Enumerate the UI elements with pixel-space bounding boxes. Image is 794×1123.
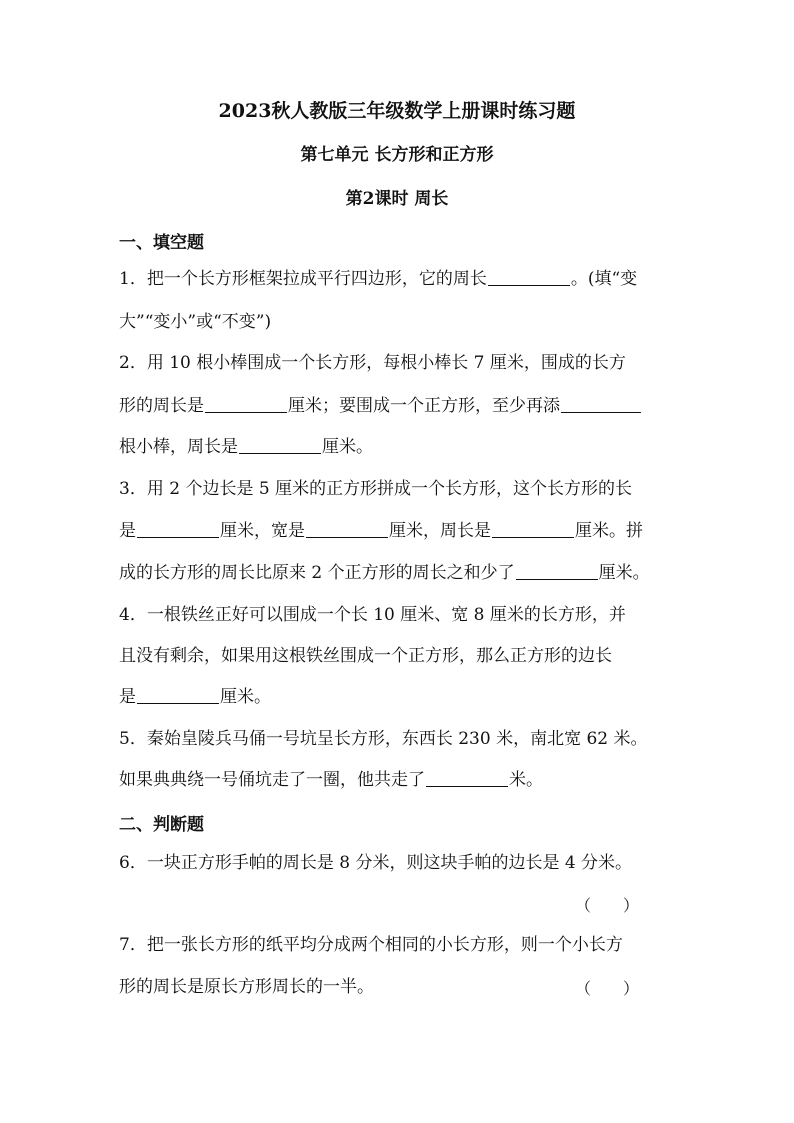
question-4-line-1: 4．一根铁丝正好可以围成一个长 10 厘米、宽 8 厘米的长方形，并 [119, 605, 626, 625]
question-7-line-2: 形的周长是原长方形周长的一半。 [119, 977, 374, 997]
question-1-line-1 [119, 268, 637, 290]
question-3-line-3 [119, 562, 650, 584]
q5-text-b: 米。 [509, 770, 543, 790]
q3-text-b: 厘米，宽是 [220, 521, 305, 541]
question-3-line-2 [119, 520, 643, 542]
question-5-line-2 [119, 769, 543, 791]
q3-answer-blank-2[interactable] [306, 521, 388, 538]
section-fill-heading: 一、填空题 [119, 233, 204, 253]
q1-answer-blank[interactable] [488, 269, 570, 286]
q2-answer-blank-1[interactable] [205, 396, 287, 413]
q4-text-a: 是 [119, 687, 136, 707]
q3-text-c: 厘米，周长是 [389, 521, 491, 541]
question-6-line-1: 6．一块正方形手帕的周长是 8 分米，则这块手帕的边长是 4 分米。 [119, 853, 633, 873]
q2-answer-blank-3[interactable] [239, 437, 321, 454]
question-2-line-3 [119, 436, 373, 458]
question-2-line-2 [119, 395, 642, 417]
q1-text-b: 。(填“变 [570, 269, 638, 289]
q3-answer-blank-4[interactable] [516, 563, 598, 580]
q7-answer-parentheses[interactable]: （ ） [575, 979, 640, 998]
question-4-line-2: 且没有剩余，如果用这根铁丝围成一个正方形，那么正方形的边长 [119, 646, 612, 666]
question-7-line-1: 7．把一张长方形的纸平均分成两个相同的小长方形，则一个小长方 [119, 935, 623, 955]
q2-text-d: 厘米。 [322, 437, 373, 457]
q6-answer-parentheses[interactable]: （ ） [575, 896, 640, 915]
q2-answer-blank-2[interactable] [561, 396, 641, 413]
q5-answer-blank[interactable] [426, 770, 508, 787]
question-2-line-1: 2．用 10 根小棒围成一个长方形，每根小棒长 7 厘米，围成的长方 [119, 353, 626, 373]
question-4-line-3 [119, 686, 271, 708]
q2-text-b: 厘米；要围成一个正方形，至少再添 [288, 396, 560, 416]
q1-text-a: 1．把一个长方形框架拉成平行四边形，它的周长 [119, 269, 487, 289]
section-judge-heading: 二、判断题 [119, 815, 204, 835]
q4-answer-blank[interactable] [137, 687, 219, 704]
q3-answer-blank-3[interactable] [492, 521, 574, 538]
q3-text-f: 厘米。 [598, 563, 650, 583]
question-1-line-2: 大”“变小”或“不变”) [119, 312, 272, 332]
unit-title: 第七单元 长方形和正方形 [300, 145, 494, 165]
worksheet-title: 2023秋人教版三年级数学上册课时练习题 [218, 100, 576, 122]
q5-text-a: 如果典典绕一号俑坑走了一圈，他共走了 [119, 770, 425, 790]
q3-text-e: 成的长方形的周长比原来 2 个正方形的周长之和少了 [119, 563, 515, 583]
lesson-title: 第2课时 周长 [345, 189, 449, 209]
question-5-line-1: 5．秦始皇陵兵马俑一号坑呈长方形，东西长 230 米，南北宽 62 米。 [119, 729, 648, 749]
question-3-line-1: 3．用 2 个边长是 5 厘米的正方形拼成一个长方形，这个长方形的长 [119, 479, 633, 499]
q2-text-a: 形的周长是 [119, 396, 204, 416]
q4-text-b: 厘米。 [220, 687, 271, 707]
q3-answer-blank-1[interactable] [137, 521, 219, 538]
q3-text-a: 是 [119, 521, 136, 541]
q2-text-c: 根小棒，周长是 [119, 437, 238, 457]
q3-text-d: 厘米。拼 [575, 521, 643, 541]
